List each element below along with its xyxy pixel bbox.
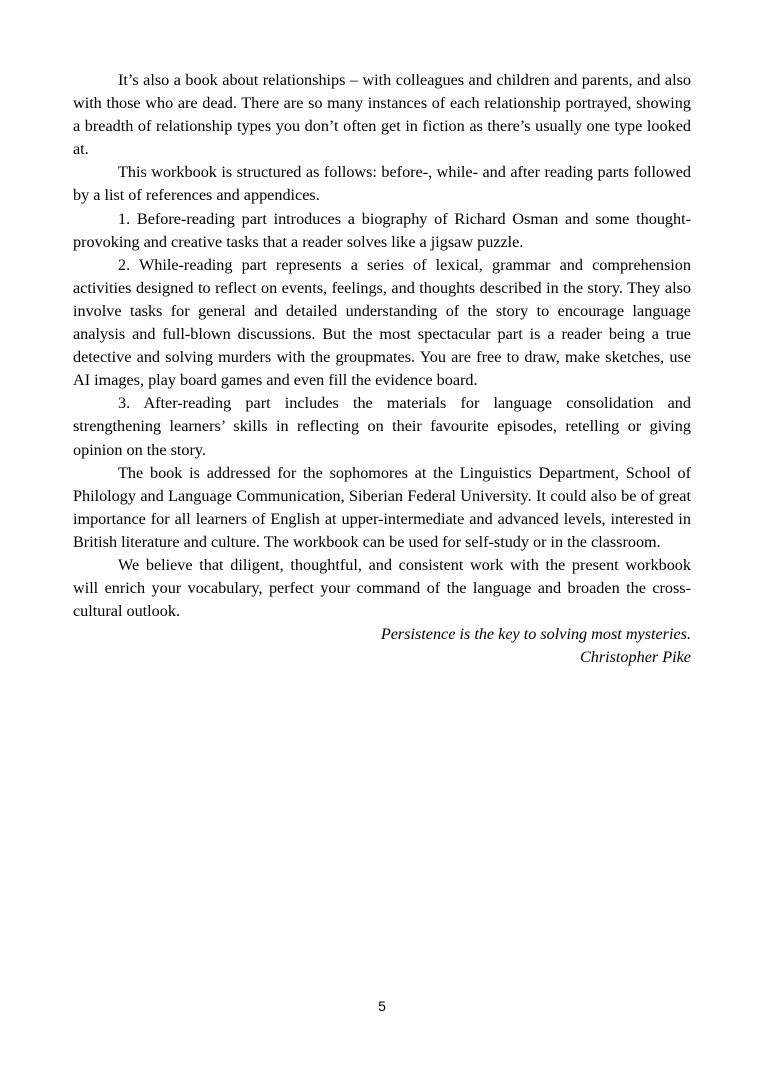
epigraph-quote: Persistence is the key to solving most mysteries. [380,625,691,644]
paragraph-structure: This workbook is structured as follows: before-, while- and after reading parts followed by a list of references and appendices. [73,163,691,205]
paragraph-belief: We believe that diligent, thoughtful, and consistent work with the present workbook will enrich your vocabulary, perfect your command of the language and broaden the cross-cultural outlook. [73,555,691,621]
paragraph-relationships: It’s also a book about relationships – with colleagues and children and parents, and also with those who are dead. There are so many instances of each relationship portrayed, showing a breadth of relationship types you don’t often get in fiction as there’s usually one type looked at. [73,71,691,159]
page-number: 5 [378,998,386,1014]
paragraph-after-reading: 3. After-reading part includes the materials for language consolidation and strengthening learners’ skills in reflecting on their favourite episodes, retelling or giving opinion on the story. [73,394,691,459]
paragraph-while-reading: 2. While-reading part represents a series of lexical, grammar and comprehension activities designed to reflect on events, feelings, and thoughts described in the story. They also involve tasks for general and detailed understanding of the story to encourage language analysis and full-blown discussions. But the most spectacular part is a reader being a true detective and solving murders with the groupmates. You are free to draw, make sketches, use AI images, play board games and even fill the evidence board. [73,255,691,390]
paragraph-audience: The book is addressed for the sophomores at the Linguistics Department, School of Philology and Language Communication, Siberian Federal University. It could also be of great importance for all learners of English at upper-intermediate and advanced levels, interested in British literature and culture. The workbook can be used for self-study or in the classroom. [73,463,691,551]
body-text [73,69,691,669]
paragraph-before-reading: 1. Before-reading part introduces a biography of Richard Osman and some thought-provoking and creative tasks that a reader solves like a jigsaw puzzle. [73,209,691,251]
epigraph-author: Christopher Pike [579,648,691,667]
